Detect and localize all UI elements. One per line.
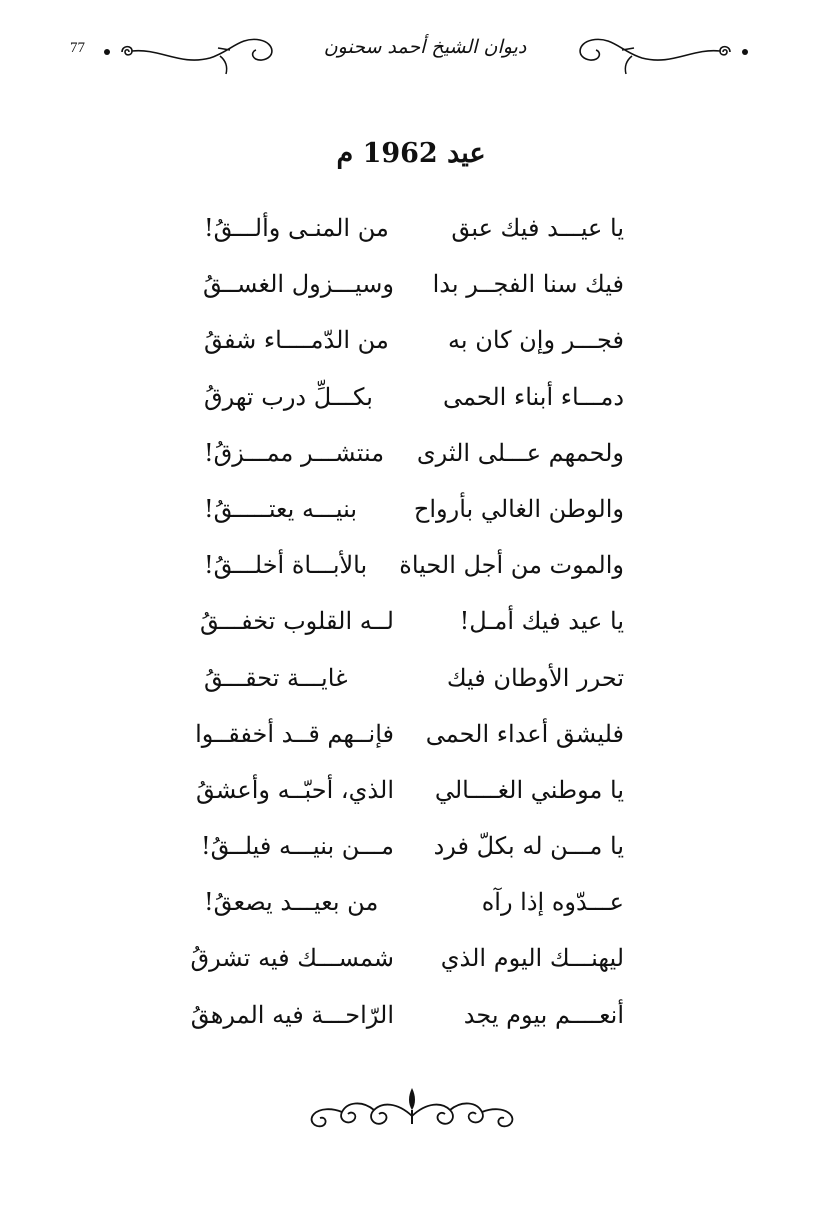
verse-first-half: يا مـــن له بكلّ فرد — [433, 832, 624, 861]
verse-first-half: والموت من أجل الحياة — [399, 551, 624, 580]
verse-first-half: فيك سنا الفجــر بدا — [432, 270, 624, 299]
verse — [190, 262, 640, 318]
verse-first-half: تحرر الأوطان فيك — [446, 663, 624, 692]
verse — [190, 656, 640, 712]
verse-first-half: يا موطني الغــــالي — [434, 775, 624, 804]
verse-second-half: شمســـك فيه تشرقُ — [190, 944, 394, 973]
verse-first-half: ولحمهم عـــلى الثرى — [416, 438, 624, 467]
verse — [190, 824, 640, 880]
verse — [190, 375, 640, 431]
verse-second-half: بنيـــه يعتـــــقُ! — [204, 494, 358, 523]
verse-first-half: عـــدّوه إذا رآه — [481, 888, 624, 917]
verse — [190, 993, 640, 1049]
verse — [190, 712, 640, 768]
verse-first-half: يا عيـــد فيك عبق — [451, 214, 624, 242]
verse-first-half: ليهنـــك اليوم الذي — [440, 944, 624, 973]
poem-body — [190, 206, 640, 1049]
verse — [190, 318, 640, 374]
verse-second-half: مـــن بنيـــه فيلــقُ! — [201, 832, 394, 861]
header-ornament-left-icon — [100, 26, 280, 76]
verse-first-half: يا عيد فيك أمـل! — [459, 607, 624, 636]
poem-title: عيد 1962 م — [336, 138, 486, 169]
verse-second-half: غايـــة تحقـــقُ — [204, 663, 348, 692]
verse-second-half: فإنــهم قــد أخفقــوا — [195, 719, 394, 748]
page-number: 77 — [70, 40, 85, 56]
verse-second-half: بكـــلِّ درب تهرقُ — [204, 382, 373, 411]
verse — [190, 599, 640, 655]
footer-ornament-icon — [302, 1080, 522, 1140]
verse-second-half: الذي، أحبّــه وأعشقُ — [195, 775, 394, 804]
verse-first-half: أنعــــم بيوم يجد — [463, 1000, 624, 1029]
verse-second-half: لــه القلوب تخفـــقُ — [200, 607, 394, 636]
header-ornament-right-icon — [572, 26, 752, 76]
verse-first-half: والوطن الغالي بأرواح — [413, 494, 624, 523]
verse — [190, 880, 640, 936]
verse — [190, 206, 640, 262]
verse-first-half: فليشق أعداء الحمى — [425, 719, 624, 748]
verse — [190, 768, 640, 824]
verse-second-half: من الدّمــــاء شفقُ — [204, 326, 389, 355]
verse-first-half: دمـــاء أبناء الحمى — [442, 382, 624, 411]
verse-second-half: من بعيـــد يصعقُ! — [204, 888, 379, 917]
verse-second-half: الرّاحـــة فيه المرهقُ — [190, 1000, 394, 1029]
page-header — [0, 18, 822, 78]
verse — [190, 487, 640, 543]
verse-second-half: من المنـى وألـــقُ! — [204, 214, 389, 242]
verse — [190, 431, 640, 487]
book-title: ديوان الشيخ أحمد سحنون — [323, 36, 527, 58]
verse-second-half: بالأبـــاة أخلـــقُ! — [204, 551, 368, 580]
verse — [190, 936, 640, 992]
verse-second-half: منتشـــر ممـــزقُ! — [204, 438, 385, 467]
verse-second-half: وسيـــزول الغســقُ — [203, 270, 394, 299]
verse — [190, 543, 640, 599]
verse-first-half: فجـــر وإن كان به — [448, 326, 624, 355]
